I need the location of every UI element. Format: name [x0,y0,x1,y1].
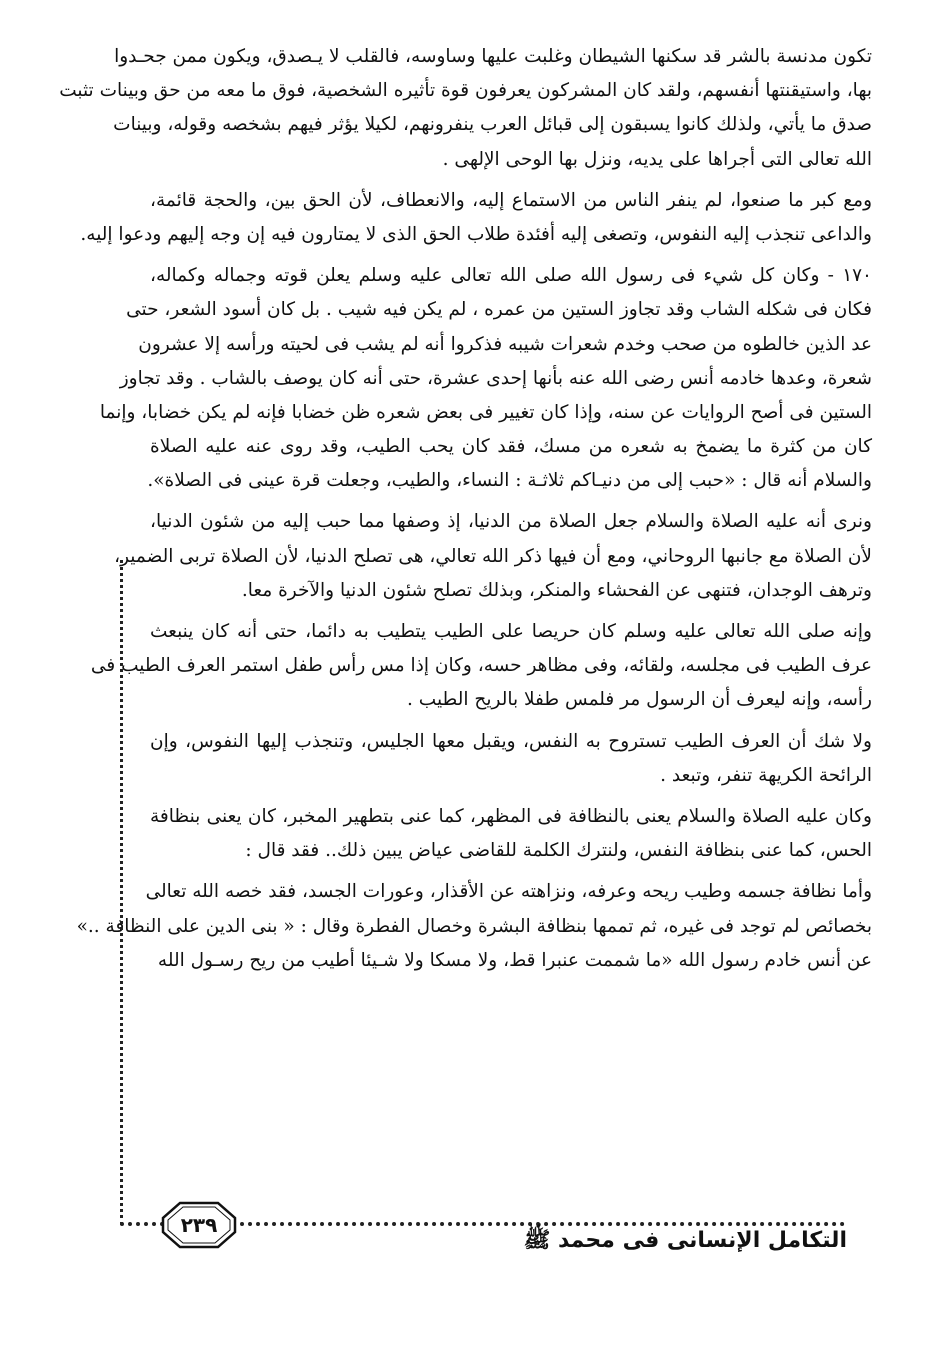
text-line: ولا شك أن العرف الطيب تستروح به النفس، ويقبل معها الجليس، وتنجذب إليها النفوس، وإن [150,730,872,752]
text-line: ونرى أنه عليه الصلاة والسلام جعل الصلاة من الدنيا، إذ وصفها مما حبب إليه من شئون الدنيا، [150,511,872,533]
body-text [59,40,872,985]
text-line: الستين فى أصح الروايات عن سنه، وإذا كان تغيير فى بعض شعره ظن خضابا فإنه لم يكن خضابا، وإنما [99,401,872,423]
text-line: صدق ما يأتي، ولذلك كانوا يسبقون إلى قبائل العرب ينفرونهم، لكيلا يؤثر فيهم بشخصه وقوله، وبينات [113,114,872,136]
text-line: وكان عليه الصلاة والسلام يعنى بالنظافة فى المظهر، كما عنى بتطهير المخبر، كان يعنى بنظافة [150,805,872,827]
paragraph [80,184,872,252]
text-line: وترهف الوجدان، فتنهى عن الفحشاء والمنكر، وبذلك تصلح شئون الدنيا والآخرة معا. [241,579,872,601]
paragraph [59,40,872,177]
text-line: ومع كبر ما صنعوا، لم ينفر الناس من الاستماع إليه، والانعطاف، لأن الحق بين، والحجة قائمة، [150,189,872,211]
paragraph [114,505,872,608]
paragraph [150,800,872,868]
text-line: وأما نظافة جسمه وطيب ريحه وعرفه، ونزاهته عن الأقذار، وعورات الجسد، فقد خصه الله تعالى [145,881,872,903]
text-line: والسلام أنه قال : «حبب إلى من دنيـاكم ثلاثـة : النساء، والطيب، وجعلت قرة عينى فى الصلاة». [147,470,872,492]
text-line: والداعى تنجذب إليه النفوس، وتصغى إليه أفئدة طلاب الحق الذى لا يمتارون فيه إن وجه إليهم ودعوا إليه. [80,223,872,245]
text-line: لأن الصلاة مع جانبها الروحاني، ومع أن فيها ذكر الله تعالي، هى تصلح الدنيا، لأن الصلاة تربى الضمير، [114,545,872,567]
text-line: ١٧٠ - وكان كل شيء فى رسول الله صلى الله تعالى عليه وسلم يعلن قوته وجماله وكماله، [150,265,872,287]
text-line: كان من كثرة ما يضمخ به شعره من مسك، فقد كان يحب الطيب، وقد روى عنه عليه الصلاة [150,436,872,458]
text-line: شعرة، وعدها خادمه أنس رضى الله عنه بأنها إحدى عشرة، حتى أنه كان يوصف بالشاب . وقد تجاوز [119,367,872,389]
paragraph [90,615,872,718]
page-number-badge [160,1200,238,1250]
paragraph [76,875,872,978]
text-line: عن أنس خادم رسول الله «ما شممت عنبرا قط، ولا مسكا ولا شـيئا أطيب من ريح رسـول الله [157,949,872,971]
page-number: ٢٣٩ [180,1213,218,1237]
text-line: بها، واستيقنتها أنفسهم، ولقد كان المشركون يعرفون قوة تأثيره الشخصية، فوق ما معه من حق وبينات تثبت [59,80,872,102]
running-title: التكامل الإنسانى فى محمد ﷺ [523,1228,847,1253]
text-line: بخصائص لم توجد فى غيره، ثم تممها بنظافة البشرة وخصال الفطرة وقال : « بنى الدين على النظافة ..» [76,915,872,937]
paragraph [99,259,872,498]
side-dotted-border [120,560,135,1225]
text-line: رأسه، وإنه ليعرف أن الرسول مر فلمس طفلا بالريح الطيب . [407,689,872,711]
text-line: الله تعالى التى أجراها على يديه، ونزل بها الوحى الإلهى . [442,148,872,170]
text-line: وإنه صلى الله تعالى عليه وسلم كان حريصا على الطيب يتطيب به دائما، حتى أنه كان ينبعث [150,621,872,642]
text-line: فكان فى شكله الشاب وقد تجاوز الستين من عمره ، لم يكن فيه شيب . بل كان أسود الشعر، حتى [126,299,872,321]
text-line: تكون مدنسة بالشر قد سكنها الشيطان وغلبت عليها وساوسه، فالقلب لا يـصدق، ويكون ممن جحـدوا [114,46,872,67]
text-line: عرف الطيب فى مجلسه، ولقائه، وفى مظاهر حسه، وكان إذا مس رأس طفل استمر العرف الطيب فى [90,655,872,677]
text-line: الرائحة الكريهة تنفر، وتبعد . [660,764,872,786]
paragraph [150,725,872,793]
text-line: عد الذين خالطوه من صحب وخدم شعرات شيبه فذكروا أنه لم يشب فى لحيته ورأسه إلا عشرون [138,333,872,355]
text-line: الحس، كما عنى بنظافة النفس، ولنترك الكلمة للقاضى عياض يبين ذلك.. فقد قال : [245,840,872,862]
